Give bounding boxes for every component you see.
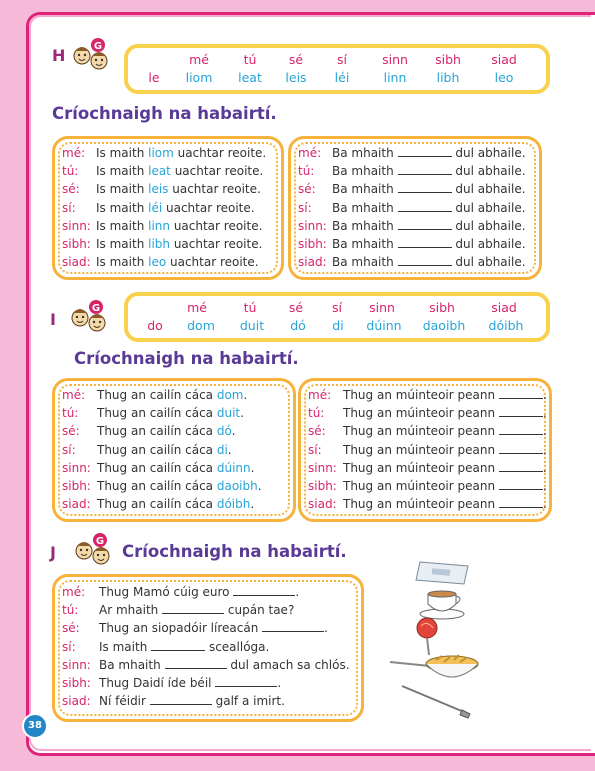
blank-row: sibh: Thug Daidí íde béil . xyxy=(62,675,282,690)
pronoun: sinn xyxy=(369,300,395,315)
blank-row: mé: Thug Mamó cúig euro . xyxy=(62,585,300,599)
preposition: do xyxy=(147,318,163,333)
form: dúinn xyxy=(366,318,402,333)
pronoun: siad xyxy=(491,52,517,67)
answer-blank[interactable] xyxy=(150,694,212,705)
form: liom xyxy=(185,70,213,85)
rows-j xyxy=(62,583,354,710)
form: linn xyxy=(383,70,407,85)
pronoun: sí xyxy=(337,52,347,67)
section-letter-i: I xyxy=(50,310,56,329)
pronoun: sé xyxy=(288,300,304,315)
blank-row: sinn: Ba mhaith dul abhaile. xyxy=(298,218,526,233)
section-letter-j: J xyxy=(50,543,56,562)
preposition: le xyxy=(148,70,160,85)
form: duit xyxy=(239,318,265,333)
answer-blank[interactable] xyxy=(233,585,295,596)
answer-blank[interactable] xyxy=(499,479,543,490)
answer-blank[interactable] xyxy=(215,676,277,687)
pronoun: sí xyxy=(332,300,342,315)
sentence-row: sé: Is maith leis uachtar reoite. xyxy=(62,182,261,197)
form: daoibh xyxy=(422,318,466,333)
rows-h-left xyxy=(62,144,276,271)
sentence-row: sibh: Thug an cailín cáca daoibh. xyxy=(62,478,262,493)
blank-row: siad: Ní féidir galf a imirt. xyxy=(62,694,285,709)
answer-blank[interactable] xyxy=(398,164,452,175)
sentence-row: siad: Is maith leo uachtar reoite. xyxy=(62,255,259,270)
sentence-row: tú: Is maith leat uachtar reoite. xyxy=(62,164,264,179)
pronoun: mé xyxy=(187,300,207,315)
sentence-row: mé: Is maith liom uachtar reoite. xyxy=(62,146,267,160)
answer-blank[interactable] xyxy=(151,640,205,651)
answer-blank[interactable] xyxy=(398,146,452,157)
blank-row: sinn: Ba mhaith dul amach sa chlós. xyxy=(62,657,350,672)
sentence-row: sinn: Is maith linn uachtar reoite. xyxy=(62,218,263,233)
answer-blank[interactable] xyxy=(262,621,324,632)
pronoun: sibh xyxy=(435,52,461,67)
blank-row: tú: Thug an múinteoir peann . xyxy=(308,406,547,421)
rows-i-right xyxy=(308,386,547,513)
sentence-row: sí: Is maith léi uachtar reoite. xyxy=(62,200,255,215)
pronoun: mé xyxy=(189,52,209,67)
golf-club-icon xyxy=(398,682,474,720)
rows-h-right xyxy=(298,144,534,271)
form: dom xyxy=(187,318,215,333)
form: léi xyxy=(334,70,350,85)
answer-blank[interactable] xyxy=(398,219,452,230)
grammar-kids-icon xyxy=(68,298,108,334)
blank-row: sí: Is maith sceallóga. xyxy=(62,639,270,654)
blank-row: sí: Ba mhaith dul abhaile. xyxy=(298,200,526,215)
form: leis xyxy=(285,70,307,85)
answer-blank[interactable] xyxy=(499,388,543,399)
blank-row: tú: Ba mhaith dul abhaile. xyxy=(298,164,526,179)
answer-blank[interactable] xyxy=(398,255,452,266)
pronoun: sibh xyxy=(429,300,455,315)
blank-row: mé: Ba mhaith dul abhaile. xyxy=(298,146,526,160)
pronoun: sé xyxy=(288,52,304,67)
answer-blank[interactable] xyxy=(162,603,224,614)
heading-h: Críochnaigh na habairtí. xyxy=(52,104,277,123)
form: dóibh xyxy=(488,318,524,333)
answer-blank[interactable] xyxy=(499,461,543,472)
answer-blank[interactable] xyxy=(499,424,543,435)
svg-text:G: G xyxy=(93,41,103,52)
page-number: 38 xyxy=(22,713,48,739)
sentence-row: mé: Thug an cailín cáca dom. xyxy=(62,388,248,402)
rows-i-left xyxy=(62,386,288,513)
blank-row: sibh: Ba mhaith dul abhaile. xyxy=(298,236,526,251)
heading-j: Críochnaigh na habairtí. xyxy=(122,542,347,561)
sentence-row: sé: Thug an cailín cáca dó. xyxy=(62,424,236,439)
form: dó xyxy=(290,318,306,333)
form: leat xyxy=(238,70,262,85)
heading-i: Críochnaigh na habairtí. xyxy=(74,349,299,368)
blank-row: sí: Thug an múinteoir peann . xyxy=(308,442,547,457)
blank-row: sé: Thug an siopadóir líreacán . xyxy=(62,621,328,636)
answer-blank[interactable] xyxy=(499,406,543,417)
answer-blank[interactable] xyxy=(499,443,543,454)
banknote-icon xyxy=(412,558,472,588)
pronoun: tú xyxy=(243,52,257,67)
form: leo xyxy=(494,70,514,85)
grammar-kids-icon xyxy=(70,36,110,72)
pronoun: tú xyxy=(243,300,257,315)
sentence-row: sibh: Is maith libh uachtar reoite. xyxy=(62,236,263,251)
sentence-row: tú: Thug an cailín cáca duit. xyxy=(62,406,244,421)
blank-row: sé: Ba mhaith dul abhaile. xyxy=(298,182,526,197)
answer-blank[interactable] xyxy=(398,201,452,212)
pronoun: sinn xyxy=(382,52,408,67)
answer-blank[interactable] xyxy=(398,237,452,248)
teacup-icon xyxy=(418,586,468,620)
form: di xyxy=(332,318,344,333)
sentence-row: sinn: Thug an cailín cáca dúinn. xyxy=(62,460,255,475)
blank-row: mé: Thug an múinteoir peann . xyxy=(308,388,547,402)
form: libh xyxy=(436,70,460,85)
svg-text:G: G xyxy=(91,303,101,314)
blank-row: tú: Ar mhaith cupán tae? xyxy=(62,603,295,618)
svg-text:G: G xyxy=(95,536,105,547)
grammar-kids-icon xyxy=(72,531,112,567)
answer-blank[interactable] xyxy=(165,658,227,669)
blank-row: sibh: Thug an múinteoir peann . xyxy=(308,478,547,493)
sentence-row: siad: Thug an cailín cáca dóibh. xyxy=(62,497,255,512)
blank-row: sé: Thug an múinteoir peann . xyxy=(308,424,547,439)
answer-blank[interactable] xyxy=(398,182,452,193)
section-letter-h: H xyxy=(52,46,66,65)
blank-row: sinn: Thug an múinteoir peann . xyxy=(308,460,547,475)
answer-blank[interactable] xyxy=(499,497,543,508)
pronoun: siad xyxy=(491,300,517,315)
sentence-row: sí: Thug an cailín cáca di. xyxy=(62,442,232,457)
blank-row: siad: Thug an múinteoir peann . xyxy=(308,497,547,512)
blank-row: siad: Ba mhaith dul abhaile. xyxy=(298,255,526,270)
